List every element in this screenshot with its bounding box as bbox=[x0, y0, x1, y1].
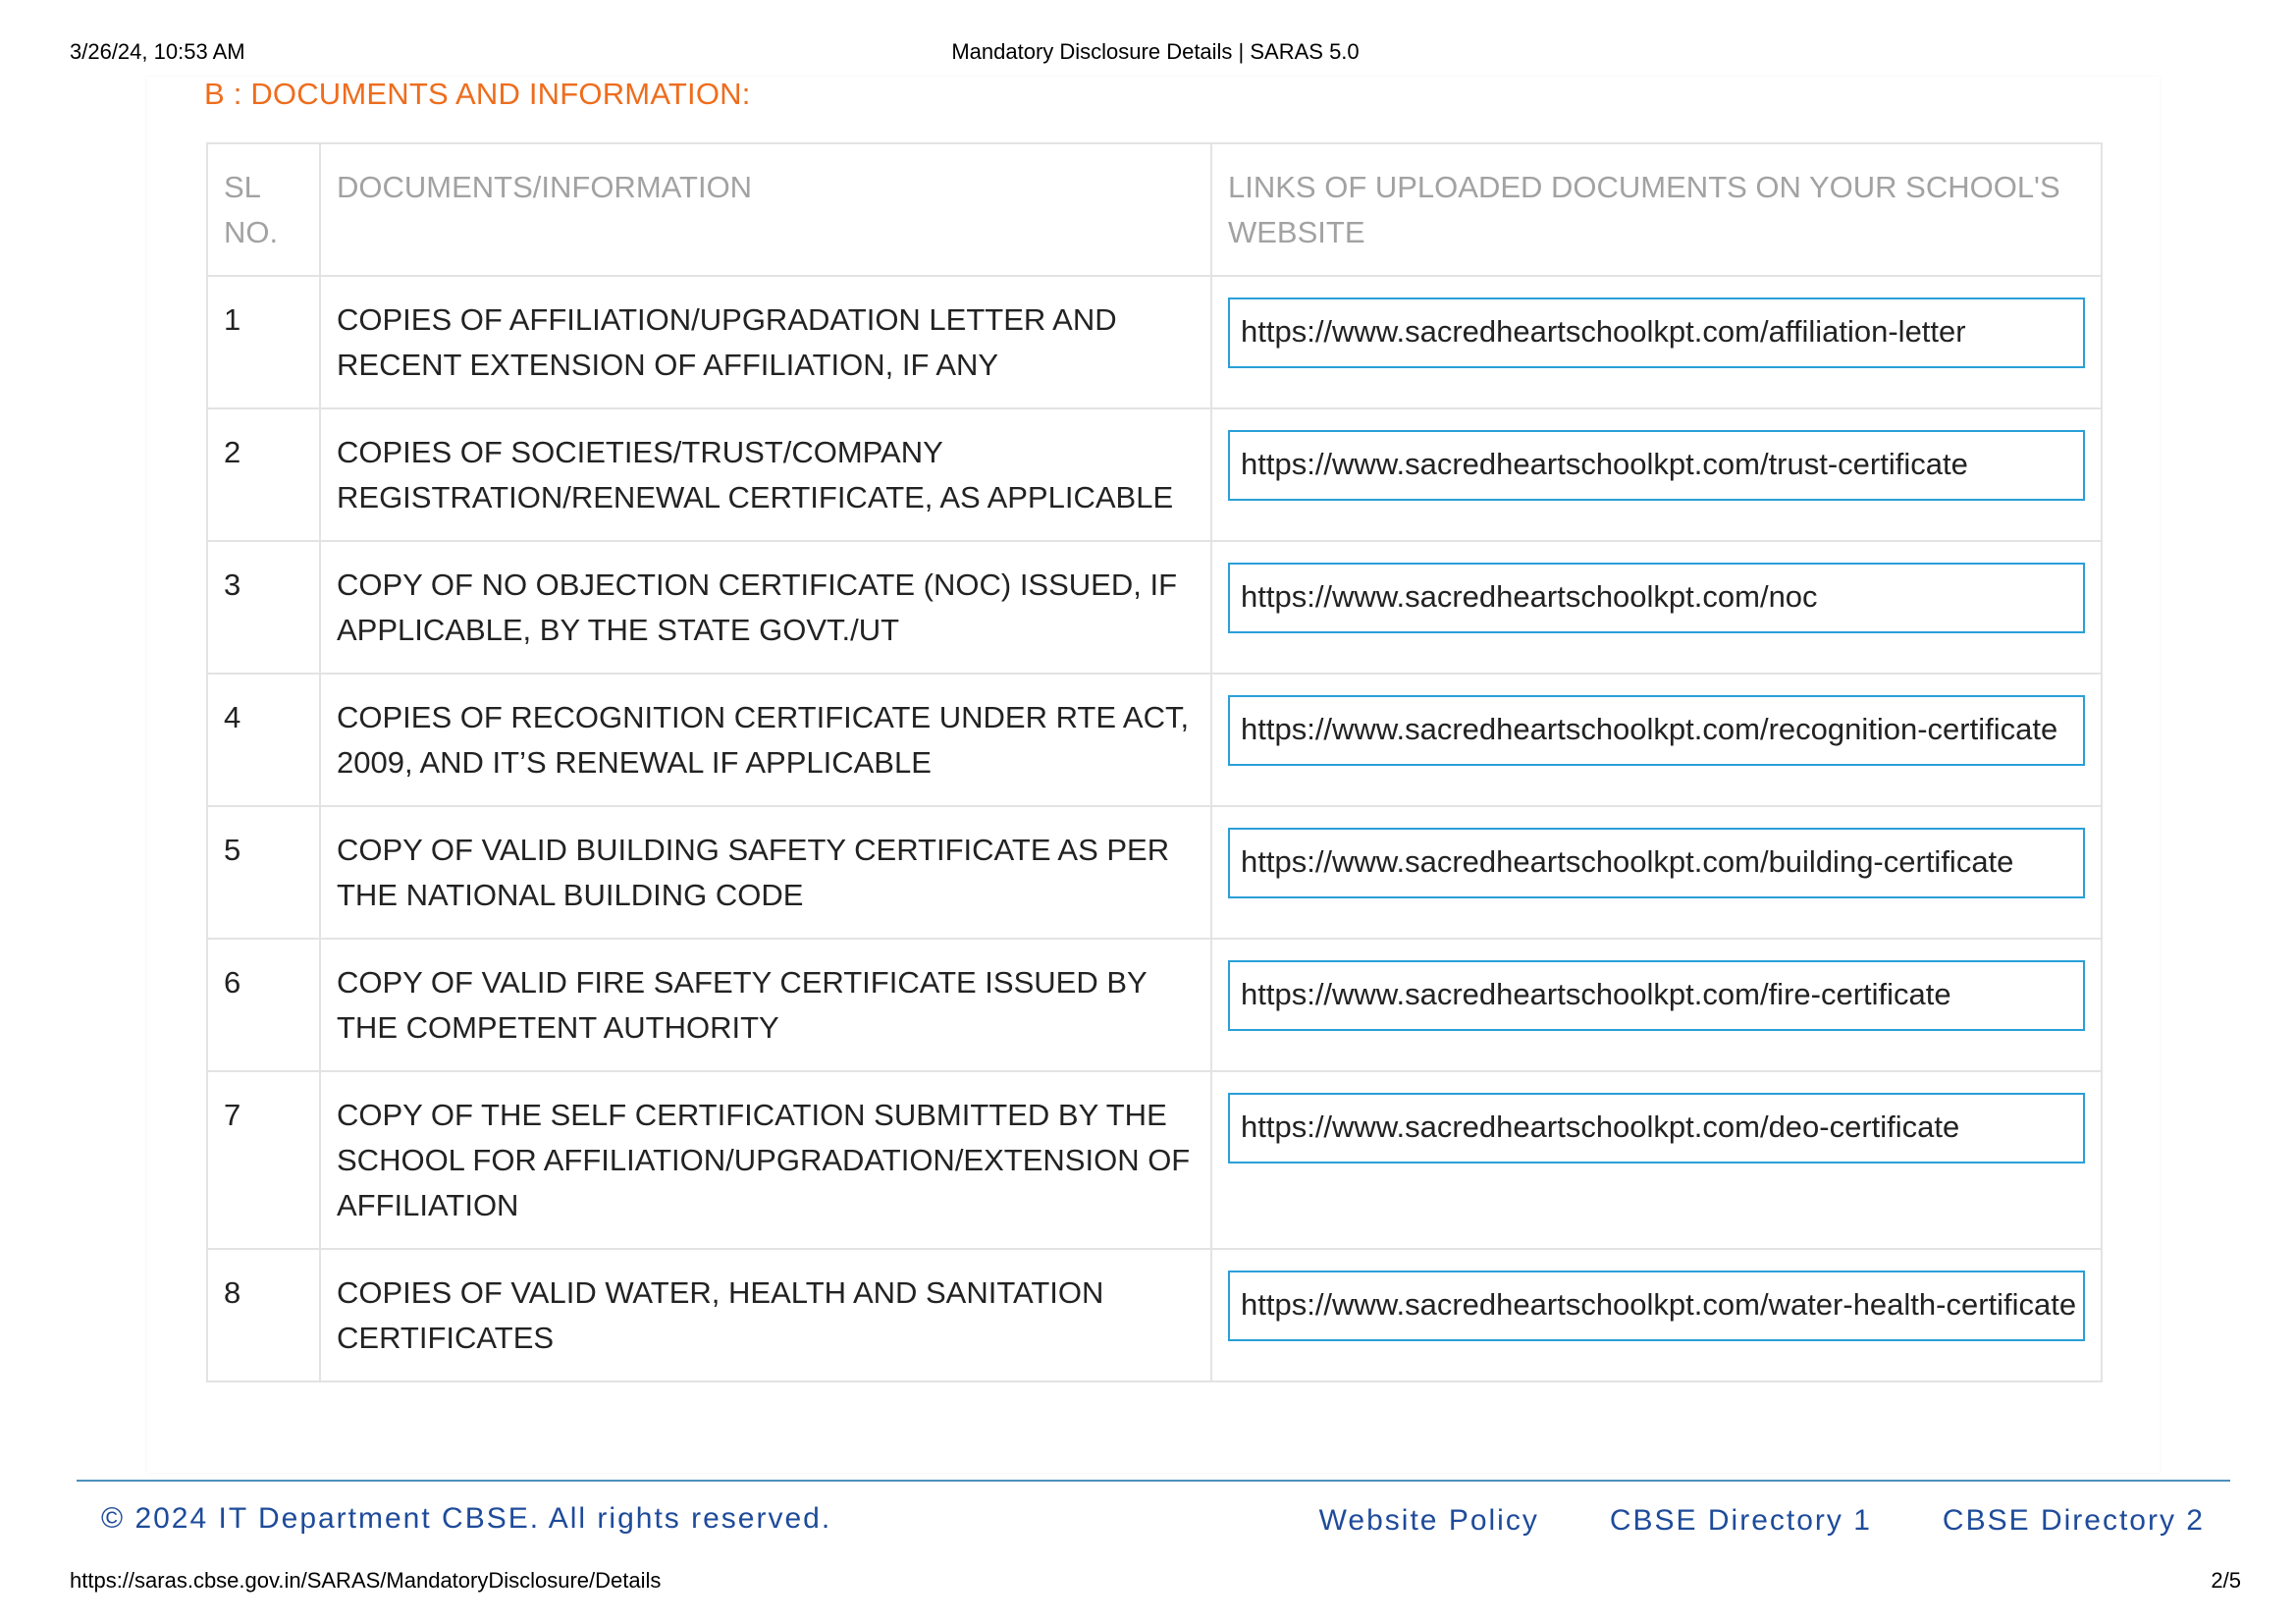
row-document: COPIES OF VALID WATER, HEALTH AND SANITATION CERTIFICATES bbox=[320, 1249, 1211, 1381]
section-title: B : DOCUMENTS AND INFORMATION: bbox=[204, 77, 751, 111]
row-sl: 1 bbox=[207, 276, 320, 408]
copyright-text: © 2024 IT Department CBSE. All rights reserved. bbox=[101, 1502, 832, 1535]
row-sl: 4 bbox=[207, 674, 320, 806]
table-row bbox=[207, 541, 2102, 674]
row-sl: 6 bbox=[207, 939, 320, 1071]
row-sl: 2 bbox=[207, 408, 320, 541]
row-link-cell bbox=[1211, 541, 2102, 674]
document-link[interactable]: https://www.sacredheartschoolkpt.com/water-health-certificate bbox=[1228, 1271, 2085, 1341]
document-link[interactable]: https://www.sacredheartschoolkpt.com/deo-certificate bbox=[1228, 1093, 2085, 1163]
header-sl-line2: NO. bbox=[224, 215, 279, 249]
row-sl: 3 bbox=[207, 541, 320, 674]
table-row bbox=[207, 939, 2102, 1071]
header-sl-line1: SL bbox=[224, 170, 261, 204]
document-link[interactable]: https://www.sacredheartschoolkpt.com/trust-certificate bbox=[1228, 430, 2085, 501]
row-document: COPIES OF RECOGNITION CERTIFICATE UNDER RTE ACT, 2009, AND IT’S RENEWAL IF APPLICABLE bbox=[320, 674, 1211, 806]
cbse-directory-1-link[interactable]: CBSE Directory 1 bbox=[1609, 1504, 1872, 1537]
document-link[interactable]: https://www.sacredheartschoolkpt.com/fire-certificate bbox=[1228, 960, 2085, 1031]
documents-table bbox=[206, 142, 2103, 1382]
row-document: COPY OF VALID BUILDING SAFETY CERTIFICATE AS PER THE NATIONAL BUILDING CODE bbox=[320, 806, 1211, 939]
row-sl: 7 bbox=[207, 1071, 320, 1249]
print-footer bbox=[70, 1568, 2241, 1597]
footer-divider bbox=[77, 1480, 2230, 1482]
row-link-cell bbox=[1211, 1249, 2102, 1381]
print-header bbox=[70, 39, 2241, 69]
table-row bbox=[207, 674, 2102, 806]
table-row bbox=[207, 806, 2102, 939]
row-document: COPY OF NO OBJECTION CERTIFICATE (NOC) ISSUED, IF APPLICABLE, BY THE STATE GOVT./UT bbox=[320, 541, 1211, 674]
header-documents: DOCUMENTS/INFORMATION bbox=[320, 143, 1211, 276]
row-link-cell bbox=[1211, 674, 2102, 806]
row-link-cell bbox=[1211, 276, 2102, 408]
row-document: COPIES OF AFFILIATION/UPGRADATION LETTER AND RECENT EXTENSION OF AFFILIATION, IF ANY bbox=[320, 276, 1211, 408]
document-link[interactable]: https://www.sacredheartschoolkpt.com/affiliation-letter bbox=[1228, 298, 2085, 368]
row-document: COPIES OF SOCIETIES/TRUST/COMPANY REGISTRATION/RENEWAL CERTIFICATE, AS APPLICABLE bbox=[320, 408, 1211, 541]
row-sl: 5 bbox=[207, 806, 320, 939]
print-datetime: 3/26/24, 10:53 AM bbox=[70, 39, 245, 64]
row-link-cell bbox=[1211, 939, 2102, 1071]
row-sl: 8 bbox=[207, 1249, 320, 1381]
row-document: COPY OF VALID FIRE SAFETY CERTIFICATE ISSUED BY THE COMPETENT AUTHORITY bbox=[320, 939, 1211, 1071]
footer-links bbox=[1249, 1504, 2205, 1538]
document-link[interactable]: https://www.sacredheartschoolkpt.com/building-certificate bbox=[1228, 828, 2085, 898]
print-url: https://saras.cbse.gov.in/SARAS/MandatoryDisclosure/Details bbox=[70, 1568, 662, 1593]
row-link-cell bbox=[1211, 806, 2102, 939]
header-sl-no bbox=[207, 143, 320, 276]
document-link[interactable]: https://www.sacredheartschoolkpt.com/recognition-certificate bbox=[1228, 695, 2085, 766]
website-policy-link[interactable]: Website Policy bbox=[1318, 1504, 1539, 1537]
print-page-number: 2/5 bbox=[2211, 1568, 2241, 1593]
table-row bbox=[207, 276, 2102, 408]
table-row bbox=[207, 1071, 2102, 1249]
cbse-directory-2-link[interactable]: CBSE Directory 2 bbox=[1942, 1504, 2205, 1537]
print-title: Mandatory Disclosure Details | SARAS 5.0 bbox=[951, 39, 1360, 64]
document-link[interactable]: https://www.sacredheartschoolkpt.com/noc bbox=[1228, 563, 2085, 633]
row-link-cell bbox=[1211, 1071, 2102, 1249]
row-document: COPY OF THE SELF CERTIFICATION SUBMITTED BY THE SCHOOL FOR AFFILIATION/UPGRADATION/EXTENSION OF AFFILIATION bbox=[320, 1071, 1211, 1249]
header-links: LINKS OF UPLOADED DOCUMENTS ON YOUR SCHOOL'S WEBSITE bbox=[1211, 143, 2102, 276]
table-row bbox=[207, 1249, 2102, 1381]
table-header-row bbox=[207, 143, 2102, 276]
row-link-cell bbox=[1211, 408, 2102, 541]
table-row bbox=[207, 408, 2102, 541]
